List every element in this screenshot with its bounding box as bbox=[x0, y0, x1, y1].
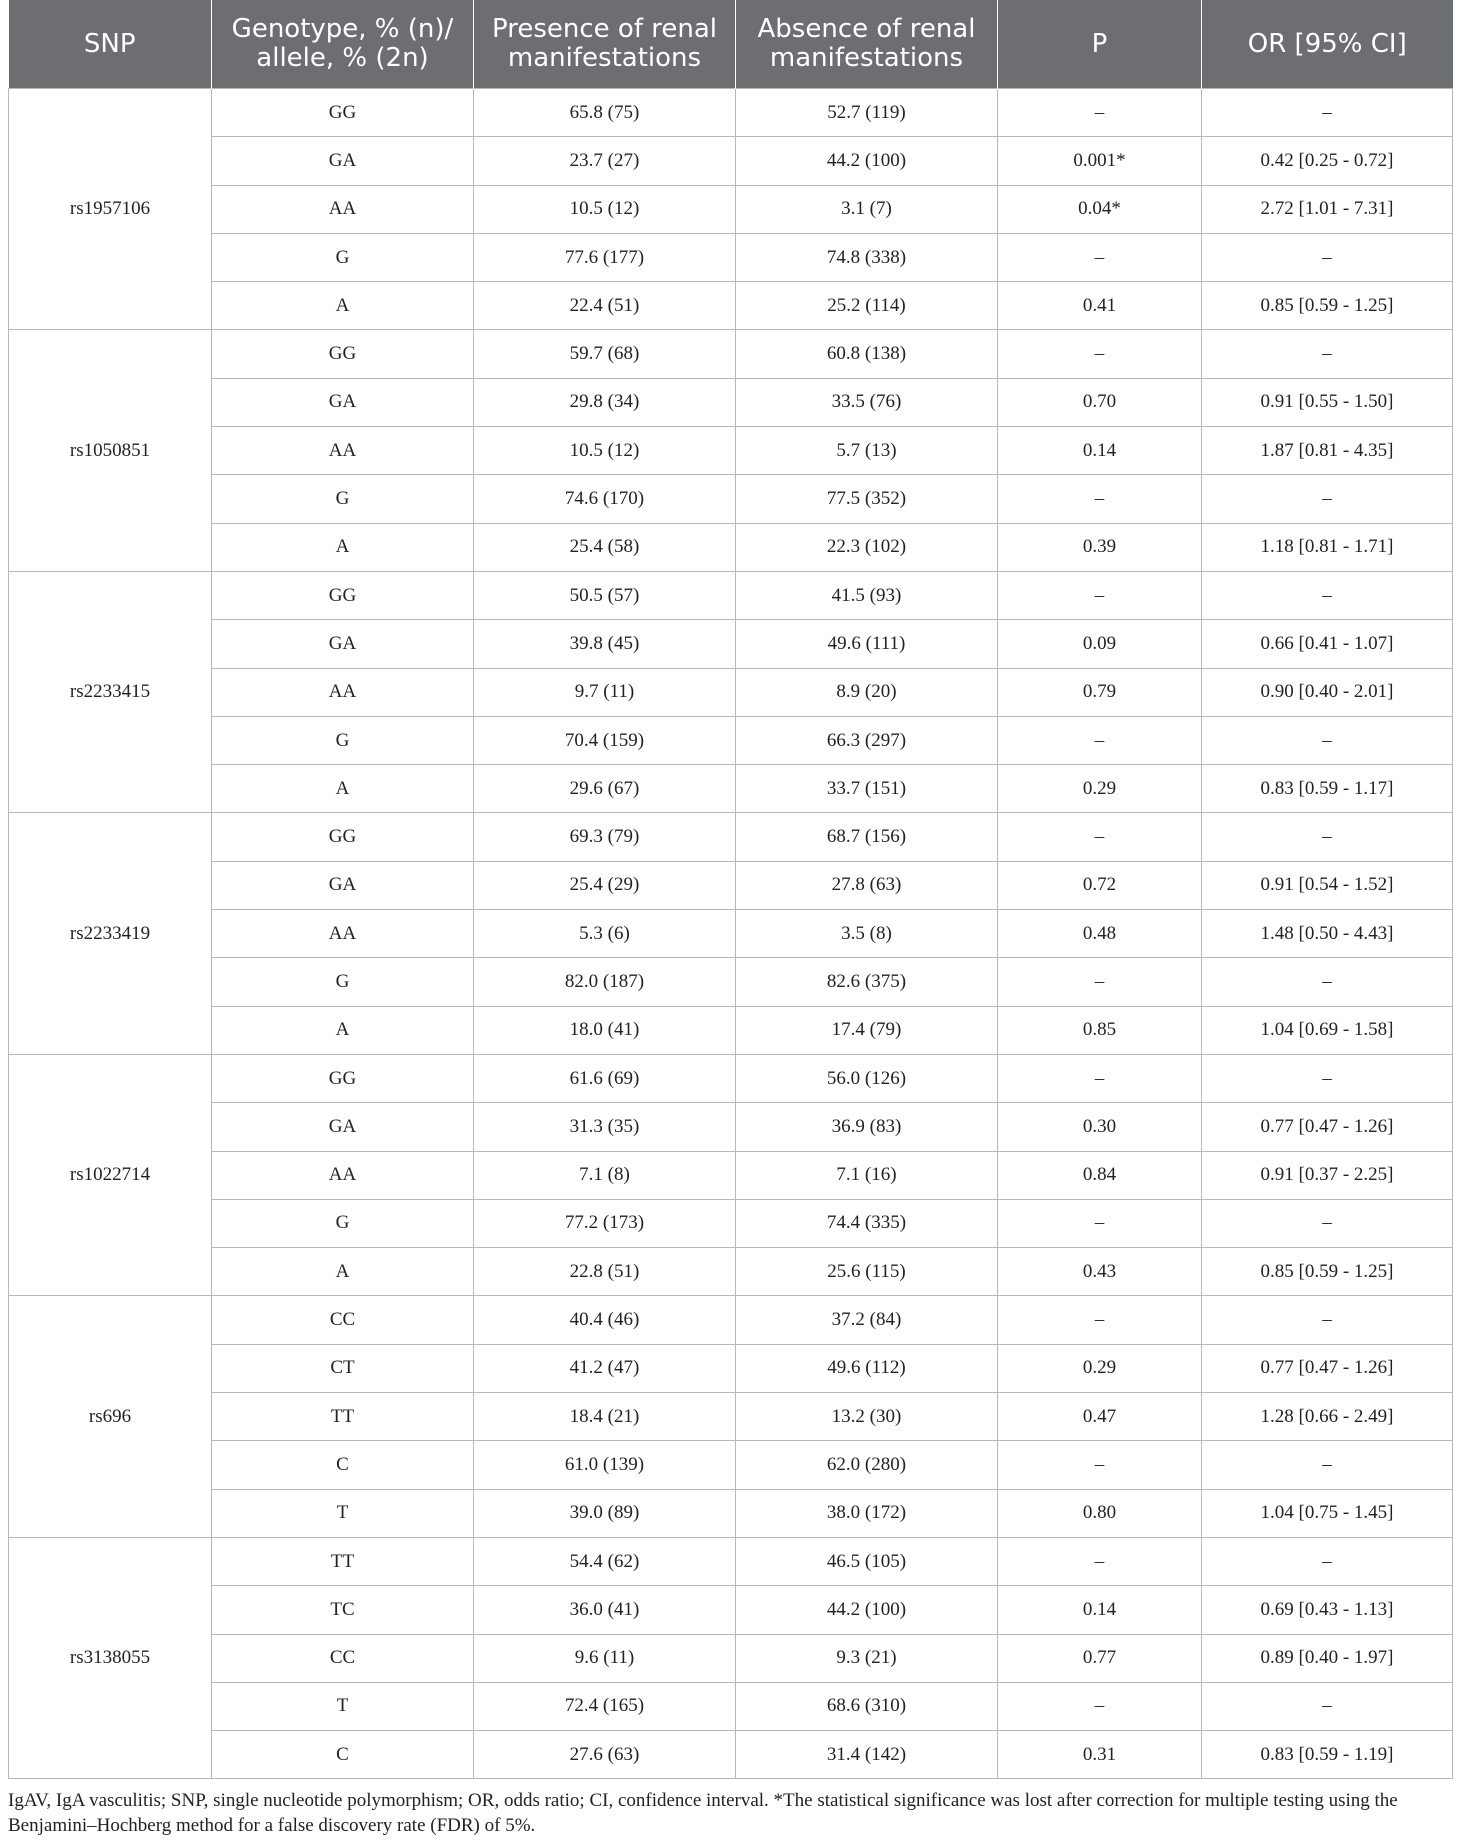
table-row bbox=[9, 1199, 1453, 1247]
table-row bbox=[9, 1731, 1453, 1779]
absence-cell: 74.8 (338) bbox=[736, 233, 998, 281]
snp-cell: rs2233415 bbox=[9, 571, 212, 812]
header-presence: Presence of renal manifestations bbox=[474, 0, 736, 89]
presence-cell: 50.5 (57) bbox=[474, 571, 736, 619]
table-row bbox=[9, 668, 1453, 716]
header-row bbox=[9, 0, 1453, 89]
absence-cell: 13.2 (30) bbox=[736, 1393, 998, 1441]
genotype-cell: AA bbox=[212, 1151, 474, 1199]
presence-cell: 18.4 (21) bbox=[474, 1393, 736, 1441]
genotype-cell: GA bbox=[212, 620, 474, 668]
p-value-cell: 0.14 bbox=[998, 1586, 1202, 1634]
odds-ratio-cell: 1.18 [0.81 - 1.71] bbox=[1202, 523, 1453, 571]
absence-cell: 49.6 (111) bbox=[736, 620, 998, 668]
presence-cell: 40.4 (46) bbox=[474, 1296, 736, 1344]
table-container bbox=[8, 0, 1452, 1779]
p-value-cell: – bbox=[998, 330, 1202, 378]
table-header bbox=[9, 0, 1453, 89]
absence-cell: 5.7 (13) bbox=[736, 427, 998, 475]
odds-ratio-cell: 0.83 [0.59 - 1.17] bbox=[1202, 765, 1453, 813]
presence-cell: 69.3 (79) bbox=[474, 813, 736, 861]
absence-cell: 46.5 (105) bbox=[736, 1537, 998, 1585]
absence-cell: 8.9 (20) bbox=[736, 668, 998, 716]
absence-cell: 33.7 (151) bbox=[736, 765, 998, 813]
presence-cell: 29.6 (67) bbox=[474, 765, 736, 813]
genotype-cell: A bbox=[212, 282, 474, 330]
absence-cell: 41.5 (93) bbox=[736, 571, 998, 619]
presence-cell: 25.4 (58) bbox=[474, 523, 736, 571]
absence-cell: 74.4 (335) bbox=[736, 1199, 998, 1247]
snp-cell: rs2233419 bbox=[9, 813, 212, 1054]
presence-cell: 77.2 (173) bbox=[474, 1199, 736, 1247]
presence-cell: 22.4 (51) bbox=[474, 282, 736, 330]
genotype-cell: G bbox=[212, 233, 474, 281]
presence-cell: 39.8 (45) bbox=[474, 620, 736, 668]
genotype-cell: G bbox=[212, 1199, 474, 1247]
p-value-cell: 0.80 bbox=[998, 1489, 1202, 1537]
p-value-cell: 0.41 bbox=[998, 282, 1202, 330]
genotype-cell: TC bbox=[212, 1586, 474, 1634]
absence-cell: 62.0 (280) bbox=[736, 1441, 998, 1489]
snp-cell: rs1957106 bbox=[9, 89, 212, 330]
absence-cell: 25.6 (115) bbox=[736, 1248, 998, 1296]
genotype-cell: AA bbox=[212, 427, 474, 475]
table-row bbox=[9, 1634, 1453, 1682]
genotype-cell: A bbox=[212, 765, 474, 813]
table-row bbox=[9, 571, 1453, 619]
absence-cell: 56.0 (126) bbox=[736, 1054, 998, 1102]
odds-ratio-cell: 0.91 [0.55 - 1.50] bbox=[1202, 378, 1453, 426]
odds-ratio-cell: – bbox=[1202, 813, 1453, 861]
table-row bbox=[9, 378, 1453, 426]
odds-ratio-cell: – bbox=[1202, 89, 1453, 137]
presence-cell: 61.0 (139) bbox=[474, 1441, 736, 1489]
genotype-cell: T bbox=[212, 1682, 474, 1730]
header-p-value: P bbox=[998, 0, 1202, 89]
p-value-cell: – bbox=[998, 1682, 1202, 1730]
p-value-cell: – bbox=[998, 1296, 1202, 1344]
odds-ratio-cell: 0.77 [0.47 - 1.26] bbox=[1202, 1103, 1453, 1151]
presence-cell: 70.4 (159) bbox=[474, 716, 736, 764]
table-row bbox=[9, 620, 1453, 668]
table-row bbox=[9, 233, 1453, 281]
genotype-cell: GA bbox=[212, 378, 474, 426]
odds-ratio-cell: 1.04 [0.75 - 1.45] bbox=[1202, 1489, 1453, 1537]
presence-cell: 77.6 (177) bbox=[474, 233, 736, 281]
presence-cell: 10.5 (12) bbox=[474, 185, 736, 233]
p-value-cell: – bbox=[998, 1537, 1202, 1585]
header-absence: Absence of renal manifestations bbox=[736, 0, 998, 89]
absence-cell: 66.3 (297) bbox=[736, 716, 998, 764]
table-row bbox=[9, 1682, 1453, 1730]
table-row bbox=[9, 89, 1453, 137]
table-row bbox=[9, 1296, 1453, 1344]
odds-ratio-cell: 0.89 [0.40 - 1.97] bbox=[1202, 1634, 1453, 1682]
odds-ratio-cell: – bbox=[1202, 571, 1453, 619]
p-value-cell: – bbox=[998, 475, 1202, 523]
genotype-cell: GG bbox=[212, 330, 474, 378]
p-value-cell: – bbox=[998, 958, 1202, 1006]
absence-cell: 44.2 (100) bbox=[736, 137, 998, 185]
genotype-cell: GG bbox=[212, 1054, 474, 1102]
p-value-cell: 0.39 bbox=[998, 523, 1202, 571]
odds-ratio-cell: – bbox=[1202, 958, 1453, 1006]
table-row bbox=[9, 1248, 1453, 1296]
presence-cell: 74.6 (170) bbox=[474, 475, 736, 523]
odds-ratio-cell: – bbox=[1202, 1054, 1453, 1102]
odds-ratio-cell: 0.66 [0.41 - 1.07] bbox=[1202, 620, 1453, 668]
odds-ratio-cell: 0.91 [0.54 - 1.52] bbox=[1202, 861, 1453, 909]
absence-cell: 36.9 (83) bbox=[736, 1103, 998, 1151]
odds-ratio-cell: – bbox=[1202, 1296, 1453, 1344]
p-value-cell: 0.72 bbox=[998, 861, 1202, 909]
table-row bbox=[9, 427, 1453, 475]
absence-cell: 33.5 (76) bbox=[736, 378, 998, 426]
header-odds-ratio: OR [95% CI] bbox=[1202, 0, 1453, 89]
presence-cell: 22.8 (51) bbox=[474, 1248, 736, 1296]
p-value-cell: 0.85 bbox=[998, 1006, 1202, 1054]
p-value-cell: 0.43 bbox=[998, 1248, 1202, 1296]
table-row bbox=[9, 861, 1453, 909]
table-row bbox=[9, 1054, 1453, 1102]
presence-cell: 9.7 (11) bbox=[474, 668, 736, 716]
p-value-cell: – bbox=[998, 1199, 1202, 1247]
genotype-cell: GG bbox=[212, 571, 474, 619]
genotype-cell: T bbox=[212, 1489, 474, 1537]
p-value-cell: 0.29 bbox=[998, 1344, 1202, 1392]
absence-cell: 38.0 (172) bbox=[736, 1489, 998, 1537]
table-row bbox=[9, 765, 1453, 813]
table-row bbox=[9, 137, 1453, 185]
odds-ratio-cell: 1.48 [0.50 - 4.43] bbox=[1202, 910, 1453, 958]
odds-ratio-cell: 0.69 [0.43 - 1.13] bbox=[1202, 1586, 1453, 1634]
genotype-cell: GA bbox=[212, 137, 474, 185]
header-genotype: Genotype, % (n)/ allele, % (2n) bbox=[212, 0, 474, 89]
absence-cell: 9.3 (21) bbox=[736, 1634, 998, 1682]
odds-ratio-cell: – bbox=[1202, 475, 1453, 523]
table-row bbox=[9, 185, 1453, 233]
genotype-cell: G bbox=[212, 475, 474, 523]
p-value-cell: – bbox=[998, 1441, 1202, 1489]
absence-cell: 82.6 (375) bbox=[736, 958, 998, 1006]
absence-cell: 37.2 (84) bbox=[736, 1296, 998, 1344]
p-value-cell: 0.14 bbox=[998, 427, 1202, 475]
p-value-cell: 0.30 bbox=[998, 1103, 1202, 1151]
p-value-cell: 0.70 bbox=[998, 378, 1202, 426]
genotype-cell: A bbox=[212, 1248, 474, 1296]
presence-cell: 31.3 (35) bbox=[474, 1103, 736, 1151]
p-value-cell: 0.29 bbox=[998, 765, 1202, 813]
presence-cell: 54.4 (62) bbox=[474, 1537, 736, 1585]
absence-cell: 68.6 (310) bbox=[736, 1682, 998, 1730]
table-row bbox=[9, 1103, 1453, 1151]
p-value-cell: – bbox=[998, 813, 1202, 861]
table-row bbox=[9, 1489, 1453, 1537]
table-row bbox=[9, 1344, 1453, 1392]
presence-cell: 10.5 (12) bbox=[474, 427, 736, 475]
genotype-cell: C bbox=[212, 1441, 474, 1489]
p-value-cell: 0.79 bbox=[998, 668, 1202, 716]
p-value-cell: 0.84 bbox=[998, 1151, 1202, 1199]
odds-ratio-cell: 1.04 [0.69 - 1.58] bbox=[1202, 1006, 1453, 1054]
p-value-cell: 0.31 bbox=[998, 1731, 1202, 1779]
p-value-cell: – bbox=[998, 89, 1202, 137]
absence-cell: 7.1 (16) bbox=[736, 1151, 998, 1199]
odds-ratio-cell: 0.91 [0.37 - 2.25] bbox=[1202, 1151, 1453, 1199]
genotype-cell: C bbox=[212, 1731, 474, 1779]
snp-association-table bbox=[8, 0, 1453, 1779]
snp-cell: rs696 bbox=[9, 1296, 212, 1537]
presence-cell: 59.7 (68) bbox=[474, 330, 736, 378]
absence-cell: 22.3 (102) bbox=[736, 523, 998, 571]
presence-cell: 18.0 (41) bbox=[474, 1006, 736, 1054]
absence-cell: 27.8 (63) bbox=[736, 861, 998, 909]
snp-cell: rs3138055 bbox=[9, 1537, 212, 1778]
absence-cell: 3.1 (7) bbox=[736, 185, 998, 233]
presence-cell: 9.6 (11) bbox=[474, 1634, 736, 1682]
p-value-cell: – bbox=[998, 1054, 1202, 1102]
table-row bbox=[9, 1537, 1453, 1585]
table-row bbox=[9, 475, 1453, 523]
table-footnote: IgAV, IgA vasculitis; SNP, single nucleotide polymorphism; OR, odds ratio; CI, confidence interval. *The statistical significance was lost after correction for multiple testing using the Benjamini–Hochberg method for a false discovery rate (FDR) of 5%. bbox=[8, 1790, 1398, 1836]
table-row bbox=[9, 523, 1453, 571]
table-row bbox=[9, 716, 1453, 764]
odds-ratio-cell: 0.77 [0.47 - 1.26] bbox=[1202, 1344, 1453, 1392]
presence-cell: 36.0 (41) bbox=[474, 1586, 736, 1634]
p-value-cell: 0.001* bbox=[998, 137, 1202, 185]
odds-ratio-cell: 1.28 [0.66 - 2.49] bbox=[1202, 1393, 1453, 1441]
genotype-cell: GA bbox=[212, 861, 474, 909]
odds-ratio-cell: 1.87 [0.81 - 4.35] bbox=[1202, 427, 1453, 475]
genotype-cell: TT bbox=[212, 1393, 474, 1441]
odds-ratio-cell: 0.85 [0.59 - 1.25] bbox=[1202, 1248, 1453, 1296]
table-body bbox=[9, 89, 1453, 1779]
absence-cell: 49.6 (112) bbox=[736, 1344, 998, 1392]
odds-ratio-cell: 2.72 [1.01 - 7.31] bbox=[1202, 185, 1453, 233]
snp-cell: rs1050851 bbox=[9, 330, 212, 571]
presence-cell: 25.4 (29) bbox=[474, 861, 736, 909]
presence-cell: 72.4 (165) bbox=[474, 1682, 736, 1730]
absence-cell: 52.7 (119) bbox=[736, 89, 998, 137]
p-value-cell: 0.04* bbox=[998, 185, 1202, 233]
snp-cell: rs1022714 bbox=[9, 1054, 212, 1295]
table-row bbox=[9, 813, 1453, 861]
table-row bbox=[9, 958, 1453, 1006]
absence-cell: 3.5 (8) bbox=[736, 910, 998, 958]
p-value-cell: 0.09 bbox=[998, 620, 1202, 668]
presence-cell: 61.6 (69) bbox=[474, 1054, 736, 1102]
odds-ratio-cell: – bbox=[1202, 233, 1453, 281]
absence-cell: 31.4 (142) bbox=[736, 1731, 998, 1779]
genotype-cell: TT bbox=[212, 1537, 474, 1585]
absence-cell: 60.8 (138) bbox=[736, 330, 998, 378]
odds-ratio-cell: 0.42 [0.25 - 0.72] bbox=[1202, 137, 1453, 185]
genotype-cell: AA bbox=[212, 910, 474, 958]
absence-cell: 77.5 (352) bbox=[736, 475, 998, 523]
odds-ratio-cell: – bbox=[1202, 1682, 1453, 1730]
p-value-cell: – bbox=[998, 233, 1202, 281]
odds-ratio-cell: 0.85 [0.59 - 1.25] bbox=[1202, 282, 1453, 330]
genotype-cell: A bbox=[212, 523, 474, 571]
absence-cell: 44.2 (100) bbox=[736, 1586, 998, 1634]
absence-cell: 25.2 (114) bbox=[736, 282, 998, 330]
table-row bbox=[9, 282, 1453, 330]
absence-cell: 68.7 (156) bbox=[736, 813, 998, 861]
presence-cell: 82.0 (187) bbox=[474, 958, 736, 1006]
absence-cell: 17.4 (79) bbox=[736, 1006, 998, 1054]
genotype-cell: CC bbox=[212, 1634, 474, 1682]
odds-ratio-cell: – bbox=[1202, 1441, 1453, 1489]
p-value-cell: 0.77 bbox=[998, 1634, 1202, 1682]
odds-ratio-cell: – bbox=[1202, 330, 1453, 378]
odds-ratio-cell: 0.90 [0.40 - 2.01] bbox=[1202, 668, 1453, 716]
genotype-cell: GG bbox=[212, 89, 474, 137]
table-row bbox=[9, 330, 1453, 378]
table-row bbox=[9, 1151, 1453, 1199]
genotype-cell: GA bbox=[212, 1103, 474, 1151]
genotype-cell: G bbox=[212, 958, 474, 1006]
presence-cell: 5.3 (6) bbox=[474, 910, 736, 958]
table-row bbox=[9, 1586, 1453, 1634]
presence-cell: 27.6 (63) bbox=[474, 1731, 736, 1779]
genotype-cell: GG bbox=[212, 813, 474, 861]
genotype-cell: CC bbox=[212, 1296, 474, 1344]
genotype-cell: G bbox=[212, 716, 474, 764]
table-row bbox=[9, 1006, 1453, 1054]
presence-cell: 7.1 (8) bbox=[474, 1151, 736, 1199]
odds-ratio-cell: – bbox=[1202, 716, 1453, 764]
header-snp: SNP bbox=[9, 0, 212, 89]
odds-ratio-cell: – bbox=[1202, 1537, 1453, 1585]
odds-ratio-cell: 0.83 [0.59 - 1.19] bbox=[1202, 1731, 1453, 1779]
genotype-cell: AA bbox=[212, 185, 474, 233]
presence-cell: 41.2 (47) bbox=[474, 1344, 736, 1392]
presence-cell: 29.8 (34) bbox=[474, 378, 736, 426]
p-value-cell: 0.47 bbox=[998, 1393, 1202, 1441]
genotype-cell: AA bbox=[212, 668, 474, 716]
odds-ratio-cell: – bbox=[1202, 1199, 1453, 1247]
table-row bbox=[9, 1441, 1453, 1489]
genotype-cell: CT bbox=[212, 1344, 474, 1392]
table-row bbox=[9, 1393, 1453, 1441]
p-value-cell: – bbox=[998, 571, 1202, 619]
table-row bbox=[9, 910, 1453, 958]
p-value-cell: 0.48 bbox=[998, 910, 1202, 958]
presence-cell: 39.0 (89) bbox=[474, 1489, 736, 1537]
presence-cell: 23.7 (27) bbox=[474, 137, 736, 185]
genotype-cell: A bbox=[212, 1006, 474, 1054]
p-value-cell: – bbox=[998, 716, 1202, 764]
presence-cell: 65.8 (75) bbox=[474, 89, 736, 137]
